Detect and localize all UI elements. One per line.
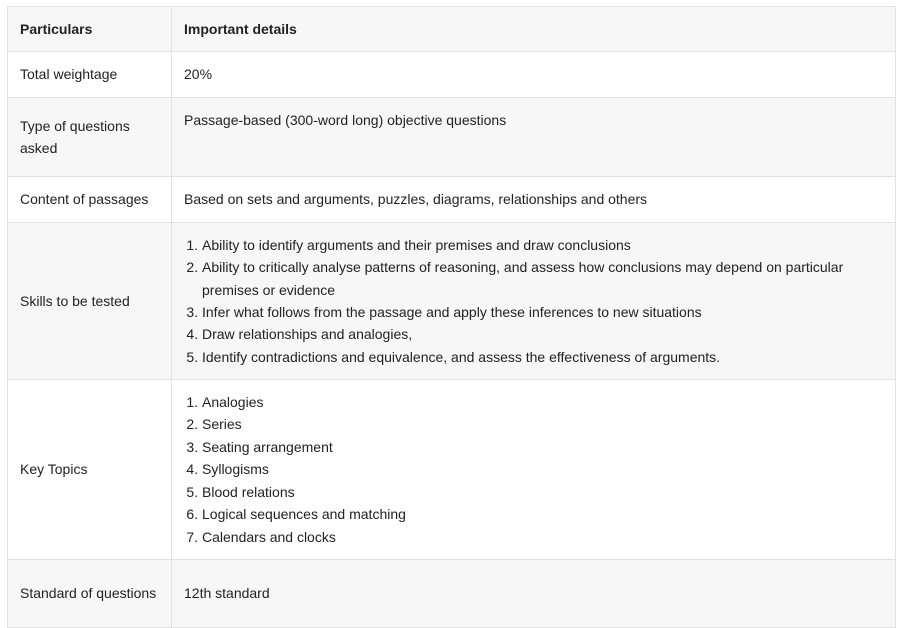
skills-value xyxy=(172,223,896,380)
topics-list-item: 2. Series xyxy=(202,413,883,435)
info-table xyxy=(7,6,896,628)
topics-list-item: 1. Analogies xyxy=(202,391,883,413)
topics-list-item: 4. Syllogisms xyxy=(202,458,883,480)
content-label: Content of passages xyxy=(8,177,172,223)
topics-list-item: 6. Logical sequences and matching xyxy=(202,503,883,525)
skills-list-item: 4. Draw relationships and analogies, xyxy=(202,323,883,345)
topics-label: Key Topics xyxy=(8,380,172,560)
table-row-weightage xyxy=(8,52,896,98)
weightage-value: 20% xyxy=(172,52,896,98)
skills-label: Skills to be tested xyxy=(8,223,172,380)
standard-label: Standard of questions xyxy=(8,560,172,628)
info-table-container xyxy=(7,6,895,628)
table-row-standard xyxy=(8,560,896,628)
table-header-row xyxy=(8,7,896,52)
table-row-skills xyxy=(8,223,896,380)
question-type-value: Passage-based (300-word long) objective questions xyxy=(172,98,896,177)
table-row-topics xyxy=(8,380,896,560)
weightage-label: Total weightage xyxy=(8,52,172,98)
skills-list xyxy=(184,234,883,368)
skills-list-item: 2. Ability to critically analyse patterns of reasoning, and assess how conclusions may depend on particular premises or evidence xyxy=(202,256,883,301)
topics-list-item: 7. Calendars and clocks xyxy=(202,526,883,548)
skills-list-item: 1. Ability to identify arguments and their premises and draw conclusions xyxy=(202,234,883,256)
topics-list-item: 3. Seating arrangement xyxy=(202,436,883,458)
topics-value xyxy=(172,380,896,560)
standard-value: 12th standard xyxy=(172,560,896,628)
skills-list-item: 3. Infer what follows from the passage and apply these inferences to new situations xyxy=(202,301,883,323)
content-value: Based on sets and arguments, puzzles, diagrams, relationships and others xyxy=(172,177,896,223)
table-row-question-type xyxy=(8,98,896,177)
topics-list-item: 5. Blood relations xyxy=(202,481,883,503)
topics-list xyxy=(184,391,883,548)
table-row-content xyxy=(8,177,896,223)
header-details: Important details xyxy=(172,7,896,52)
header-particulars: Particulars xyxy=(8,7,172,52)
question-type-label: Type of questions asked xyxy=(8,98,172,177)
skills-list-item: 5. Identify contradictions and equivalence, and assess the effectiveness of arguments. xyxy=(202,346,883,368)
